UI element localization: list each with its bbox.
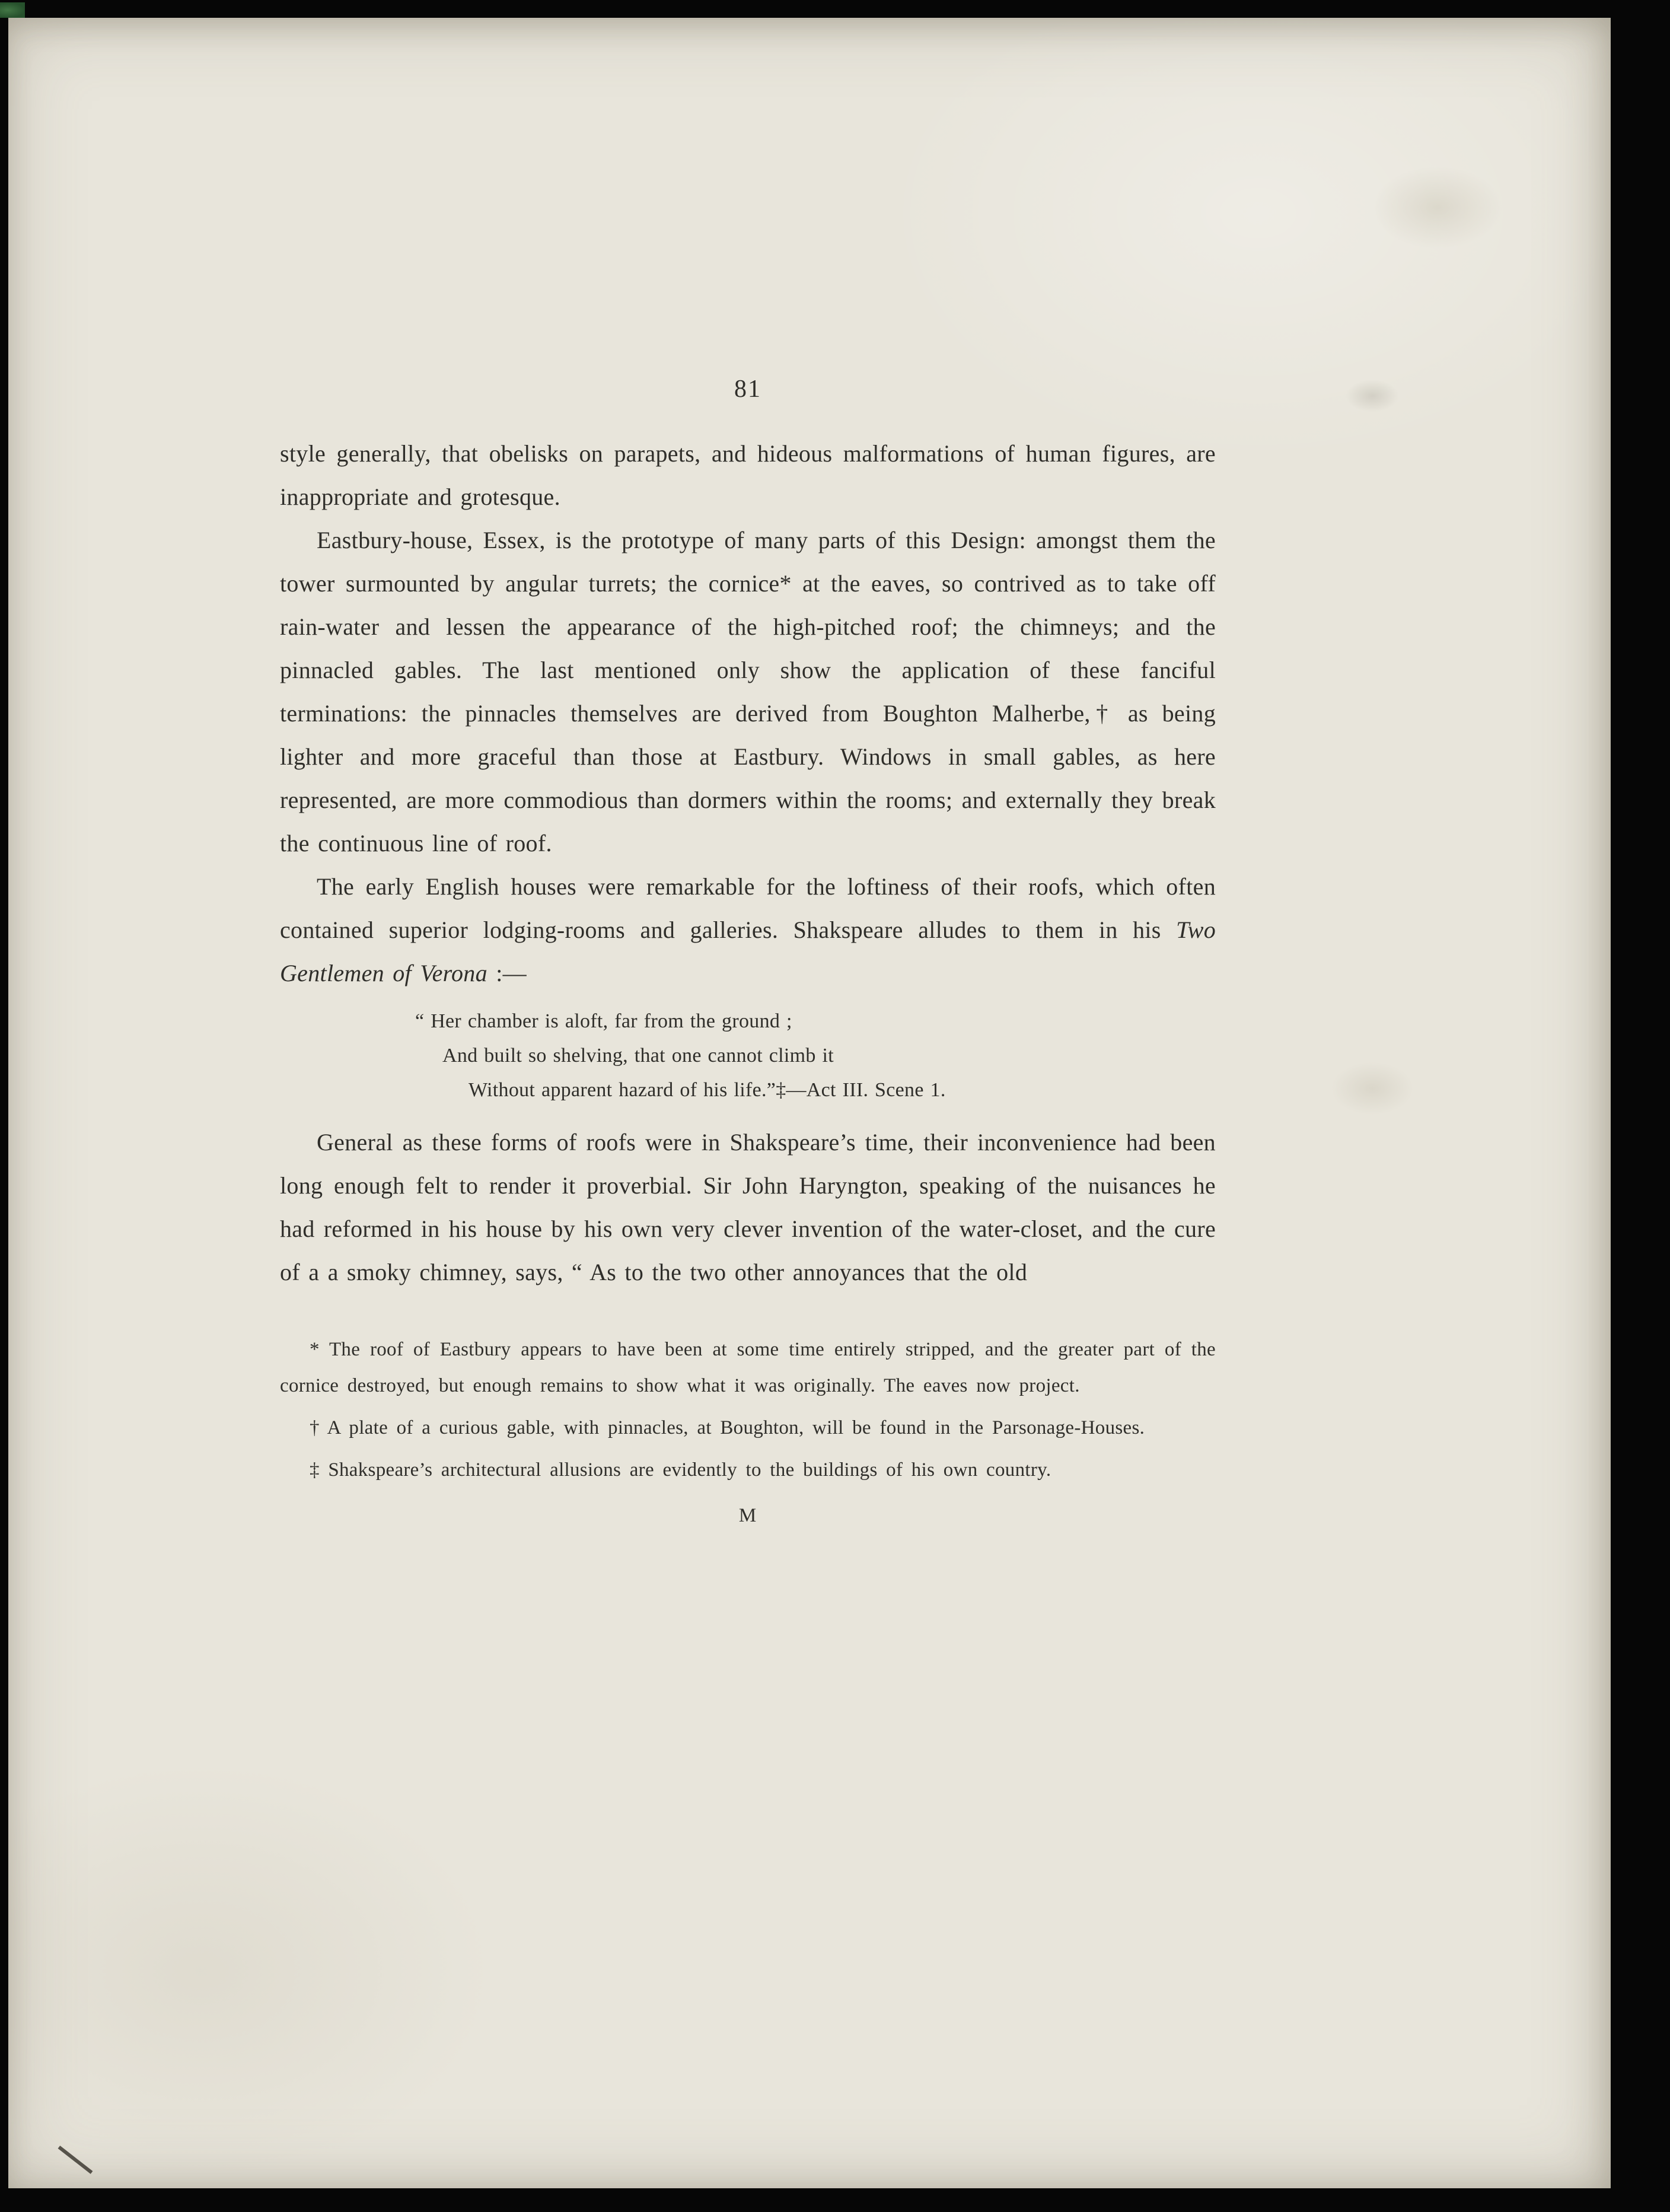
- paragraph-haryngton: General as these forms of roofs were in Shakspeare’s time, their inconvenience had been long enough felt to render it proverbial. Sir John Haryngton, speaking of the nuisances he had reformed in his house by his own very clever invention of the water-closet, and the cure of a a smoky chimney, says, “ As to the two other annoyances that the old: [280, 1129, 1216, 1285]
- paragraph-continuation: style generally, that obelisks on parapets, and hideous malformations of human figures, are inappropriate and grotesque.: [280, 440, 1216, 510]
- paper-stain: [1346, 380, 1399, 412]
- quote-line: And built so shelving, that one cannot climb it: [442, 1045, 834, 1067]
- paragraph-eastbury: Eastbury-house, Essex, is the prototype of many parts of this Design: amongst them the tower surmounted by angular turrets; the cornice* at the eaves, so contrived as to take off rain-water and lessen the appearance of the high-pitched roof; the chimneys; and the pinnacled gables. The last mentioned only show the application of these fanciful terminations: the pinnacles themselves are derived from Boughton Malherbe,† as being lighter and more graceful than those at Eastbury. Windows in small gables, as here represented, are more commodious than dormers within the rooms; and externally they break the continuous line of roof.: [280, 527, 1216, 857]
- quote-line-with-attribution: Without apparent hazard of his life.”‡—Act III. Scene 1.: [469, 1079, 946, 1101]
- paragraph-text: The early English houses were remarkable for the loftiness of their roofs, which often contained superior lodging-rooms and galleries. Shakspeare alludes to them in his: [280, 873, 1216, 943]
- scan-artifact-green: [0, 2, 25, 18]
- body-text: [280, 432, 1216, 1538]
- footnote-dagger: † A plate of a curious gable, with pinnacles, at Boughton, will be found in the Parsonage-Houses.: [310, 1417, 1145, 1438]
- quote-line: “ Her chamber is aloft, far from the ground ;: [415, 1010, 792, 1032]
- signature-mark: M: [738, 1505, 757, 1526]
- paragraph-early-english-houses: [280, 865, 1216, 995]
- book-page: [8, 18, 1611, 2188]
- footnotes: [280, 1332, 1216, 1488]
- page-number: 81: [734, 375, 761, 403]
- text-column: [280, 18, 1216, 1538]
- page-curl-mark: [58, 2146, 93, 2174]
- paper-stain: [1372, 166, 1503, 249]
- footnote-double-dagger: ‡ Shakspeare’s architectural allusions are evidently to the buildings of his own country.: [310, 1459, 1051, 1481]
- verse-quote: [415, 1004, 1216, 1107]
- book-title-italic: Two Gentlemen of Verona: [280, 916, 1216, 986]
- footnote-asterisk: * The roof of Eastbury appears to have been at some time entirely stripped, and the greater part of the cornice destroyed, but enough remains to show what it was originally. The eaves now project.: [280, 1339, 1216, 1396]
- paper-stain: [1331, 1062, 1414, 1115]
- paragraph-text: :—: [487, 960, 527, 986]
